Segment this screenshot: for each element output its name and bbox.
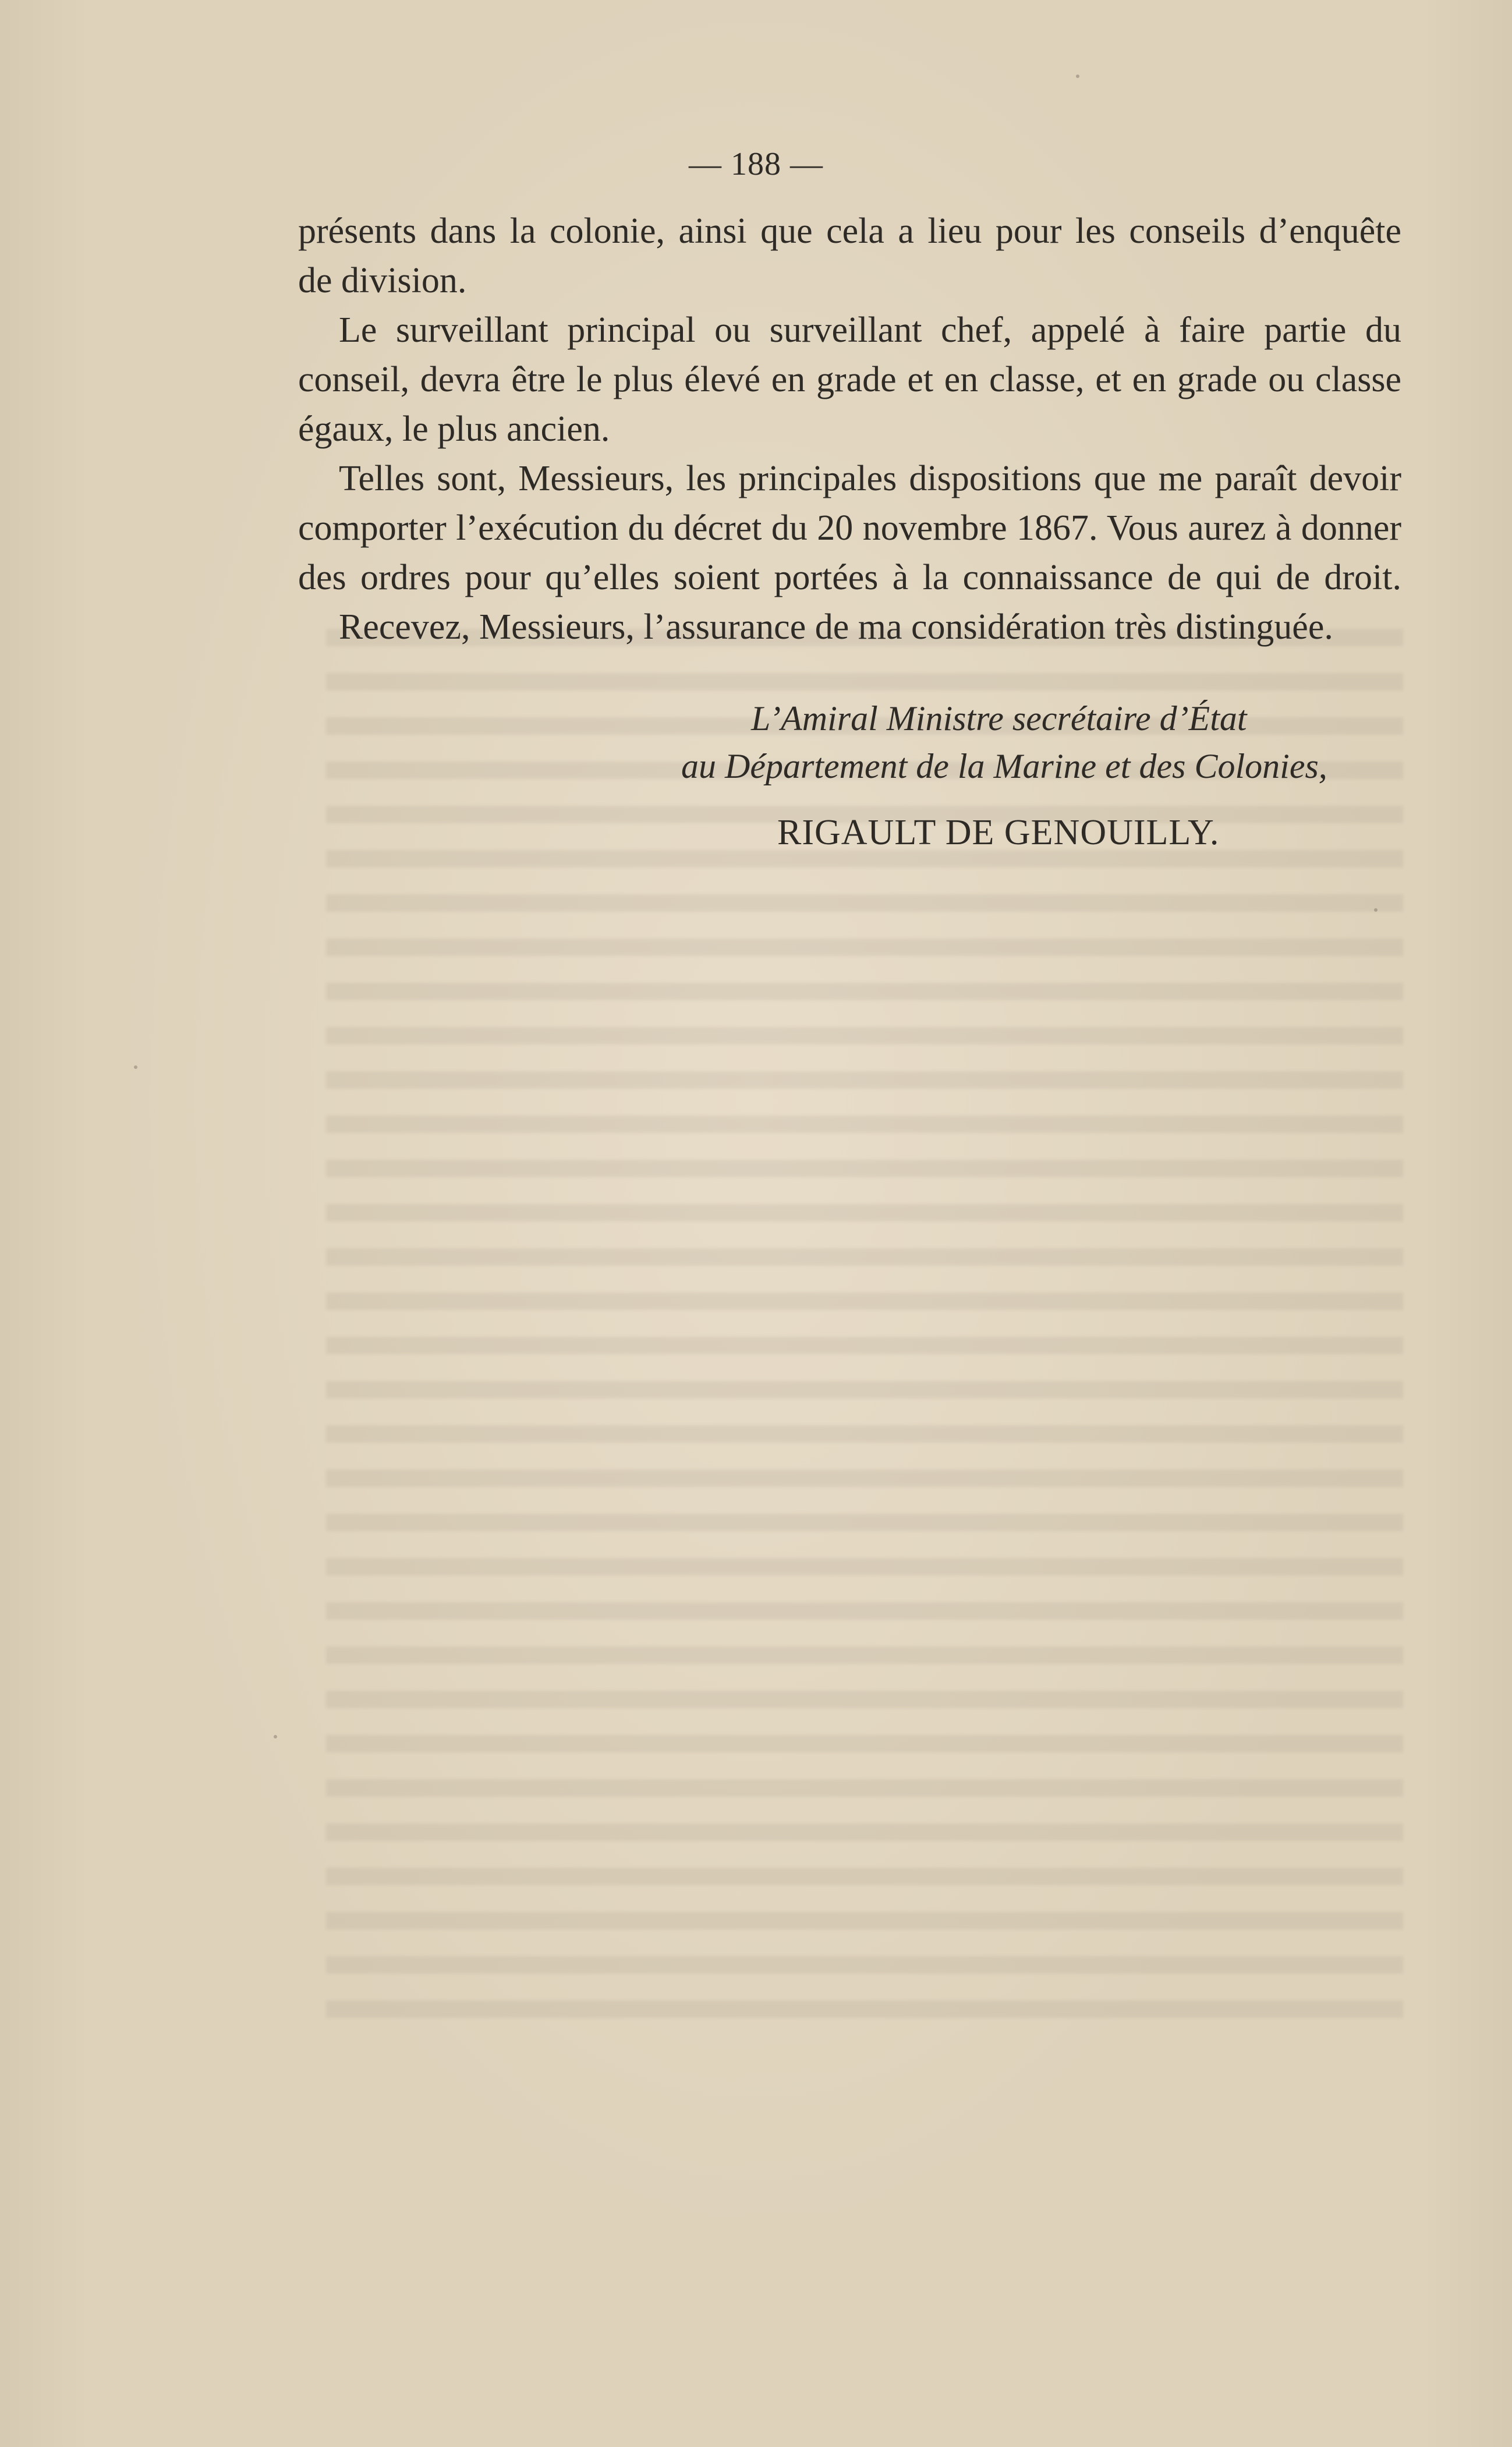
page-number: — 188 — (689, 146, 823, 182)
text-line: de division. (298, 261, 467, 300)
paragraph-2 (298, 306, 1401, 454)
text-line: conseil, devra être le plus élevé en grade et en classe, et en grade ou classe (298, 360, 1401, 399)
signature-title: L’Amiral Ministre secrétaire d’État (751, 699, 1247, 738)
signature-name: RIGAULT DE GENOUILLY. (777, 813, 1220, 852)
paper-speck (1374, 908, 1378, 912)
text-line: égaux, le plus ancien. (298, 409, 610, 449)
paper-speck (1076, 75, 1079, 78)
closing-paragraph (298, 603, 1401, 652)
text-line: présents dans la colonie, ainsi que cela a lieu pour les conseils d’enquête (298, 211, 1401, 251)
text-line: Le surveillant principal ou surveillant chef, appelé à faire partie du (339, 310, 1401, 350)
paper-speck (134, 1065, 137, 1069)
signature-department: au Département de la Marine et des Colonies, (681, 747, 1327, 785)
paragraph-1 (298, 207, 1401, 306)
text-line: comporter l’exécution du décret du 20 novembre 1867. Vous aurez à donner (298, 508, 1401, 548)
text-line: Telles sont, Messieurs, les principales dispositions que me paraît devoir (339, 459, 1401, 498)
text-line: Recevez, Messieurs, l’assurance de ma considération très distinguée. (339, 607, 1333, 647)
paragraph-3 (298, 454, 1401, 603)
paper-speck (274, 1735, 277, 1738)
text-line: des ordres pour qu’elles soient portées à la connaissance de qui de droit. (298, 558, 1401, 597)
body-text (298, 207, 1401, 652)
